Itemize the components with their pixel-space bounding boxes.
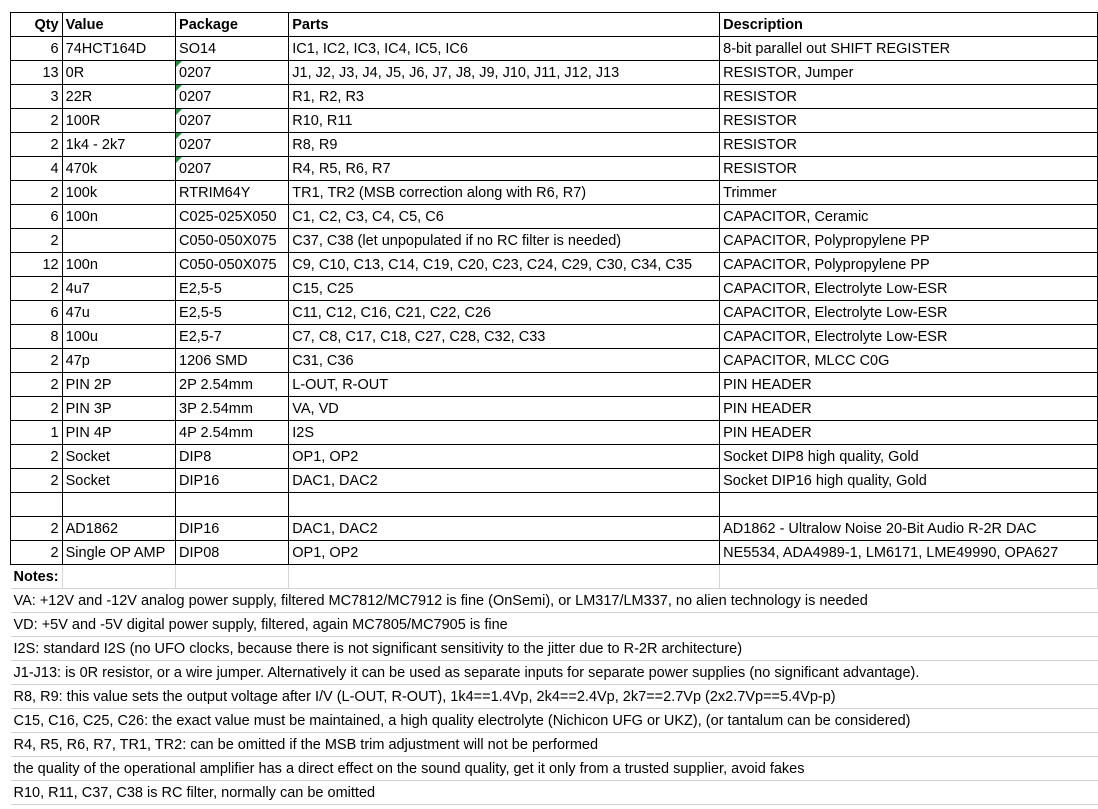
cell-qty[interactable]: [11, 493, 63, 517]
cell-package[interactable]: 0207: [176, 109, 289, 133]
header-package[interactable]: Package: [176, 13, 289, 37]
cell-qty[interactable]: 1: [11, 421, 63, 445]
cell-value[interactable]: PIN 2P: [62, 373, 175, 397]
cell-description[interactable]: RESISTOR: [720, 133, 1098, 157]
cell-value[interactable]: [62, 493, 175, 517]
cell-package[interactable]: 4P 2.54mm: [176, 421, 289, 445]
cell-parts[interactable]: I2S: [289, 421, 720, 445]
cell-qty[interactable]: 2: [11, 109, 63, 133]
note-row: [11, 589, 1098, 613]
table-row: [11, 37, 1098, 61]
cell-description[interactable]: RESISTOR: [720, 109, 1098, 133]
cell-package[interactable]: 2P 2.54mm: [176, 373, 289, 397]
cell-package[interactable]: 3P 2.54mm: [176, 397, 289, 421]
cell-qty[interactable]: 2: [11, 445, 63, 469]
cell-parts[interactable]: [289, 493, 720, 517]
table-row: [11, 397, 1098, 421]
cell-qty[interactable]: 2: [11, 133, 63, 157]
cell-package[interactable]: 0207: [176, 157, 289, 181]
cell-value[interactable]: 100k: [62, 181, 175, 205]
cell-parts[interactable]: C31, C36: [289, 349, 720, 373]
table-row: [11, 349, 1098, 373]
cell-package[interactable]: SO14: [176, 37, 289, 61]
table-row: [11, 253, 1098, 277]
cell-value[interactable]: PIN 4P: [62, 421, 175, 445]
cell-package[interactable]: E2,5-5: [176, 277, 289, 301]
cell-description[interactable]: PIN HEADER: [720, 397, 1098, 421]
cell-qty[interactable]: 2: [11, 349, 63, 373]
note-row: [11, 685, 1098, 709]
cell-value[interactable]: [62, 229, 175, 253]
cell-qty[interactable]: 2: [11, 541, 63, 565]
cell-description[interactable]: CAPACITOR, MLCC C0G: [720, 349, 1098, 373]
cell-description[interactable]: PIN HEADER: [720, 373, 1098, 397]
cell-value[interactable]: 47u: [62, 301, 175, 325]
note-row: [11, 709, 1098, 733]
cell-qty[interactable]: 2: [11, 181, 63, 205]
cell-package[interactable]: [176, 493, 289, 517]
header-value[interactable]: Value: [62, 13, 175, 37]
table-row: [11, 205, 1098, 229]
notes-title-row: [11, 565, 1098, 589]
note-text[interactable]: R10, R11, C37, C38 is RC filter, normally can be omitted: [11, 781, 1098, 805]
note-text[interactable]: J1-J13: is 0R resistor, or a wire jumper. Alternatively it can be used as separate inputs for separate power supplies (no significant advantage).: [11, 661, 1098, 685]
note-text[interactable]: VA: +12V and -12V analog power supply, filtered MC7812/MC7912 is fine (OnSemi), or LM317/LM337, no alien technology is needed: [11, 589, 1098, 613]
cell-description[interactable]: RESISTOR: [720, 85, 1098, 109]
header-row: [11, 13, 1098, 37]
note-row: [11, 733, 1098, 757]
empty-cell[interactable]: [720, 565, 1098, 589]
cell-value[interactable]: 100u: [62, 325, 175, 349]
table-row: [11, 325, 1098, 349]
note-row: [11, 781, 1098, 805]
cell-value[interactable]: 100n: [62, 205, 175, 229]
cell-package[interactable]: DIP8: [176, 445, 289, 469]
table-row: [11, 157, 1098, 181]
header-parts[interactable]: Parts: [289, 13, 720, 37]
cell-parts[interactable]: C7, C8, C17, C18, C27, C28, C32, C33: [289, 325, 720, 349]
table-row: [11, 421, 1098, 445]
table-row: [11, 181, 1098, 205]
table-row: [11, 469, 1098, 493]
cell-description[interactable]: RESISTOR: [720, 157, 1098, 181]
cell-parts[interactable]: R10, R11: [289, 109, 720, 133]
cell-package[interactable]: E2,5-5: [176, 301, 289, 325]
bom-spreadsheet: [10, 12, 1098, 805]
cell-parts[interactable]: C9, C10, C13, C14, C19, C20, C23, C24, C29, C30, C34, C35: [289, 253, 720, 277]
cell-parts[interactable]: VA, VD: [289, 397, 720, 421]
cell-qty[interactable]: 12: [11, 253, 63, 277]
cell-value[interactable]: 4u7: [62, 277, 175, 301]
cell-description[interactable]: RESISTOR, Jumper: [720, 61, 1098, 85]
cell-qty[interactable]: 2: [11, 373, 63, 397]
cell-value[interactable]: Socket: [62, 445, 175, 469]
empty-cell[interactable]: [62, 565, 175, 589]
cell-parts[interactable]: C15, C25: [289, 277, 720, 301]
cell-qty[interactable]: 2: [11, 517, 63, 541]
cell-parts[interactable]: IC1, IC2, IC3, IC4, IC5, IC6: [289, 37, 720, 61]
cell-value[interactable]: 22R: [62, 85, 175, 109]
cell-qty[interactable]: 4: [11, 157, 63, 181]
cell-parts[interactable]: OP1, OP2: [289, 445, 720, 469]
cell-description[interactable]: NE5534, ADA4989-1, LM6171, LME49990, OPA627: [720, 541, 1098, 565]
cell-value[interactable]: 470k: [62, 157, 175, 181]
table-row: [11, 301, 1098, 325]
cell-description[interactable]: PIN HEADER: [720, 421, 1098, 445]
table-row: [11, 373, 1098, 397]
table-row: [11, 493, 1098, 517]
cell-qty[interactable]: 13: [11, 61, 63, 85]
cell-description[interactable]: CAPACITOR, Ceramic: [720, 205, 1098, 229]
cell-description[interactable]: AD1862 - Ultralow Noise 20-Bit Audio R-2R DAC: [720, 517, 1098, 541]
table-row: [11, 445, 1098, 469]
cell-value[interactable]: 0R: [62, 61, 175, 85]
cell-description[interactable]: Socket DIP8 high quality, Gold: [720, 445, 1098, 469]
cell-qty[interactable]: 3: [11, 85, 63, 109]
cell-value[interactable]: 100R: [62, 109, 175, 133]
cell-package[interactable]: C025-025X050: [176, 205, 289, 229]
notes-title[interactable]: Notes:: [11, 565, 63, 589]
cell-parts[interactable]: J1, J2, J3, J4, J5, J6, J7, J8, J9, J10, J11, J12, J13: [289, 61, 720, 85]
cell-package[interactable]: DIP16: [176, 517, 289, 541]
cell-description[interactable]: CAPACITOR, Electrolyte Low-ESR: [720, 325, 1098, 349]
cell-description[interactable]: [720, 493, 1098, 517]
cell-description[interactable]: CAPACITOR, Electrolyte Low-ESR: [720, 301, 1098, 325]
cell-value[interactable]: 100n: [62, 253, 175, 277]
cell-parts[interactable]: DAC1, DAC2: [289, 517, 720, 541]
header-description[interactable]: Description: [720, 13, 1098, 37]
note-row: [11, 613, 1098, 637]
cell-package[interactable]: E2,5-7: [176, 325, 289, 349]
cell-description[interactable]: CAPACITOR, Polypropylene PP: [720, 229, 1098, 253]
cell-value[interactable]: AD1862: [62, 517, 175, 541]
cell-description[interactable]: Socket DIP16 high quality, Gold: [720, 469, 1098, 493]
header-qty[interactable]: Qty: [11, 13, 63, 37]
cell-parts[interactable]: R8, R9: [289, 133, 720, 157]
cell-qty[interactable]: 6: [11, 301, 63, 325]
cell-description[interactable]: 8-bit parallel out SHIFT REGISTER: [720, 37, 1098, 61]
cell-parts[interactable]: C11, C12, C16, C21, C22, C26: [289, 301, 720, 325]
cell-parts[interactable]: DAC1, DAC2: [289, 469, 720, 493]
note-text[interactable]: R4, R5, R6, R7, TR1, TR2: can be omitted if the MSB trim adjustment will not be performed: [11, 733, 1098, 757]
cell-package[interactable]: 0207: [176, 61, 289, 85]
table-row: [11, 133, 1098, 157]
cell-parts[interactable]: TR1, TR2 (MSB correction along with R6, R7): [289, 181, 720, 205]
table-row: [11, 277, 1098, 301]
note-text[interactable]: R8, R9: this value sets the output voltage after I/V (L-OUT, R-OUT), 1k4==1.4Vp, 2k4==2.4Vp, 2k7==2.7Vp (2x2.7Vp==5.4Vp-p): [11, 685, 1098, 709]
cell-description[interactable]: CAPACITOR, Polypropylene PP: [720, 253, 1098, 277]
cell-parts[interactable]: OP1, OP2: [289, 541, 720, 565]
cell-parts[interactable]: C37, C38 (let unpopulated if no RC filter is needed): [289, 229, 720, 253]
cell-package[interactable]: DIP16: [176, 469, 289, 493]
note-row: [11, 757, 1098, 781]
table-row: [11, 109, 1098, 133]
cell-qty[interactable]: 2: [11, 469, 63, 493]
cell-parts[interactable]: L-OUT, R-OUT: [289, 373, 720, 397]
cell-description[interactable]: CAPACITOR, Electrolyte Low-ESR: [720, 277, 1098, 301]
cell-parts[interactable]: R4, R5, R6, R7: [289, 157, 720, 181]
cell-value[interactable]: 47p: [62, 349, 175, 373]
note-text[interactable]: the quality of the operational amplifier has a direct effect on the sound quality, get it only from a trusted supplier, avoid fakes: [11, 757, 1098, 781]
table-row: [11, 61, 1098, 85]
cell-qty[interactable]: 2: [11, 277, 63, 301]
cell-value[interactable]: Single OP AMP: [62, 541, 175, 565]
cell-package[interactable]: DIP08: [176, 541, 289, 565]
cell-package[interactable]: 1206 SMD: [176, 349, 289, 373]
cell-parts[interactable]: R1, R2, R3: [289, 85, 720, 109]
note-text[interactable]: I2S: standard I2S (no UFO clocks, because there is not significant sensitivity to the jitter due to R-2R architecture): [11, 637, 1098, 661]
cell-value[interactable]: Socket: [62, 469, 175, 493]
table-row: [11, 541, 1098, 565]
cell-value[interactable]: PIN 3P: [62, 397, 175, 421]
cell-qty[interactable]: 6: [11, 37, 63, 61]
cell-value[interactable]: 74HCT164D: [62, 37, 175, 61]
table-row: [11, 229, 1098, 253]
cell-description[interactable]: Trimmer: [720, 181, 1098, 205]
note-text[interactable]: C15, C16, C25, C26: the exact value must be maintained, a high quality electrolyte (Nichicon UFG or UKZ), (or tantalum can be considered): [11, 709, 1098, 733]
note-row: [11, 661, 1098, 685]
cell-value[interactable]: 1k4 - 2k7: [62, 133, 175, 157]
cell-package[interactable]: RTRIM64Y: [176, 181, 289, 205]
note-text[interactable]: VD: +5V and -5V digital power supply, filtered, again MC7805/MC7905 is fine: [11, 613, 1098, 637]
cell-package[interactable]: C050-050X075: [176, 229, 289, 253]
empty-cell[interactable]: [289, 565, 720, 589]
cell-qty[interactable]: 2: [11, 397, 63, 421]
table-row: [11, 517, 1098, 541]
cell-package[interactable]: C050-050X075: [176, 253, 289, 277]
cell-parts[interactable]: C1, C2, C3, C4, C5, C6: [289, 205, 720, 229]
cell-package[interactable]: 0207: [176, 85, 289, 109]
empty-cell[interactable]: [176, 565, 289, 589]
cell-qty[interactable]: 2: [11, 229, 63, 253]
note-row: [11, 637, 1098, 661]
cell-qty[interactable]: 6: [11, 205, 63, 229]
table-row: [11, 85, 1098, 109]
cell-qty[interactable]: 8: [11, 325, 63, 349]
cell-package[interactable]: 0207: [176, 133, 289, 157]
